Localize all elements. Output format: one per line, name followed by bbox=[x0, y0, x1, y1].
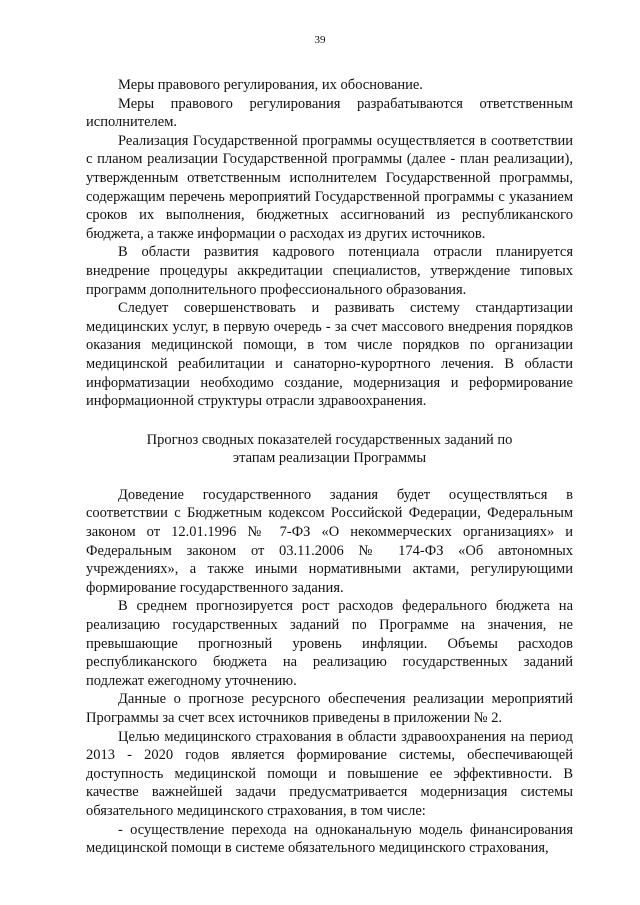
paragraph-personnel: В области развития кадрового потенциала отрасли планируется внедрение процедуры аккредитации специалистов, утверждение типовых программ дополнительного профессионального образования. bbox=[86, 244, 573, 298]
section-heading: Прогноз сводных показателей государственных заданий по этапам реализации Программы bbox=[146, 431, 513, 467]
paragraph-state-assignment: Доведение государственного задания будет осуществляться в соответствии с Бюджетным кодексом Российской Федерации, Федеральным законом от 12.01.1996 № 7-ФЗ «О некоммерческих организациях» и Федеральным законом от 03.11.2006 № 174-ФЗ «Об автономных учреждениях», а также иными нормативными актами, регулирующими формирование государственного задания. bbox=[86, 486, 573, 596]
paragraph-resource-forecast: Данные о прогнозе ресурсного обеспечения реализации мероприятий Программы за счет всех источников приведены в приложении № 2. bbox=[86, 691, 573, 726]
paragraph-single-channel: - осуществление перехода на одноканальную модель финансирования медицинской помощи в системе обязательного медицинского страхования, bbox=[86, 821, 573, 857]
document-body bbox=[86, 76, 573, 858]
paragraph-budget-forecast: В среднем прогнозируется рост расходов федерального бюджета на реализацию государственных заданий по Программе на значения, не превышающие прогнозный уровень инфляции. Объемы расходов республиканского бюджета на реализацию государственных заданий подлежат ежегодному уточнению. bbox=[86, 598, 573, 689]
paragraph-medical-insurance: Целью медицинского страхования в области здравоохранения на период 2013 - 2020 годов является формирование системы, обеспечивающей доступность медицинской помощи и повышение ее эффективности. В качестве важнейшей задачи предусматривается модернизация системы обязательного медицинского страхования, в том числе: bbox=[86, 728, 573, 819]
page-number: 39 bbox=[314, 34, 326, 46]
paragraph-program-implementation: Реализация Государственной программы осуществляется в соответствии с планом реализации Государственной программы (далее - план реализации), утвержденным ответственным исполнителем Государственной программы, содержащим перечень мероприятий Государственной программы с указанием сроков их выполнения, бюджетных ассигнований из республиканского бюджета, а также информации о расходах из других источников. bbox=[86, 132, 573, 242]
paragraph-legal-measures-title: Меры правового регулирования, их обоснование. bbox=[118, 77, 423, 93]
paragraph-standardization: Следует совершенствовать и развивать систему стандартизации медицинских услуг, в первую очередь - за счет массового внедрения порядков оказания медицинской помощи, в том числе порядков по организации медицинской реабилитации и санаторно-курортного лечения. В области информатизации необходимо создание, модернизация и реформирование информационной структуры отрасли здравоохранения. bbox=[86, 300, 573, 410]
paragraph-legal-measures: Меры правового регулирования разрабатываются ответственным исполнителем. bbox=[86, 95, 573, 131]
